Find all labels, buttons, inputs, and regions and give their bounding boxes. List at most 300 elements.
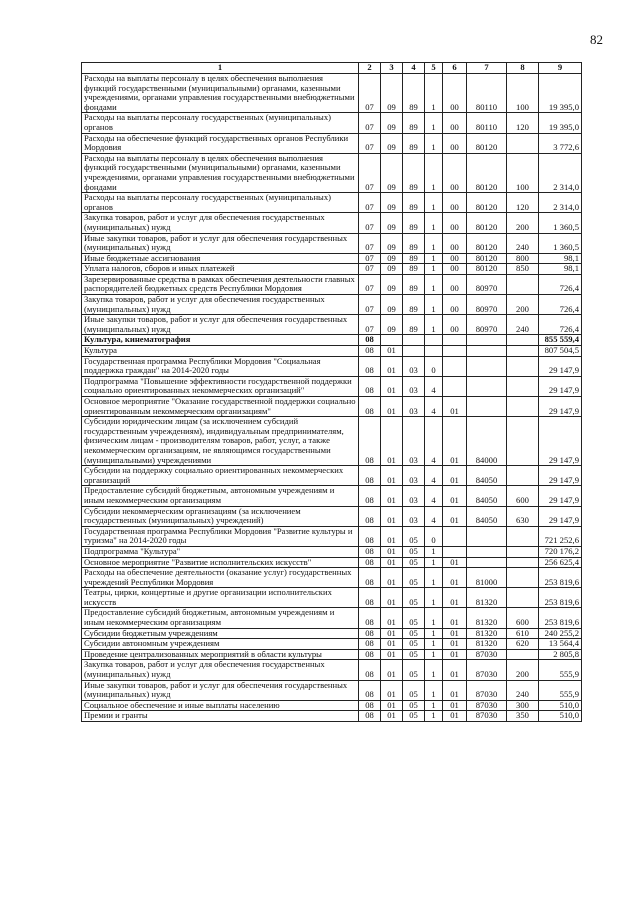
subprogram-code: 4: [425, 506, 443, 526]
amount: 855 559,4: [539, 335, 582, 346]
program-code: 05: [403, 628, 425, 639]
program-code: 89: [403, 274, 425, 294]
activity-code: 00: [443, 264, 467, 275]
activity-code: 00: [443, 133, 467, 153]
subprogram-code: 1: [425, 649, 443, 660]
direction-code: 84050: [467, 486, 507, 506]
column-header: 5: [425, 63, 443, 74]
row-description: Закупка товаров, работ и услуг для обеспечения государственных (муниципальных) нужд: [82, 295, 359, 315]
column-header: 8: [507, 63, 539, 74]
program-code: 89: [403, 74, 425, 113]
activity-code: 01: [443, 466, 467, 486]
row-description: Премии и гранты: [82, 711, 359, 722]
subprogram-code: 1: [425, 74, 443, 113]
row-description: Иные закупки товаров, работ и услуг для обеспечения государственных (муниципальных) нужд: [82, 315, 359, 335]
section-code: 08: [359, 711, 381, 722]
subsection-code: 01: [381, 608, 403, 628]
expense-type-code: [507, 568, 539, 588]
amount: 726,4: [539, 295, 582, 315]
table-row: [82, 628, 582, 639]
program-code: 03: [403, 466, 425, 486]
expense-type-code: 800: [507, 253, 539, 264]
amount: 256 625,4: [539, 557, 582, 568]
section-code: 07: [359, 213, 381, 233]
subprogram-code: 4: [425, 376, 443, 396]
column-header: 7: [467, 63, 507, 74]
amount: 2 314,0: [539, 193, 582, 213]
expense-type-code: 240: [507, 315, 539, 335]
program-code: 05: [403, 700, 425, 711]
subsection-code: [381, 335, 403, 346]
column-header: 1: [82, 63, 359, 74]
amount: 3 772,6: [539, 133, 582, 153]
program-code: 89: [403, 315, 425, 335]
table-row: [82, 417, 582, 466]
table-row: [82, 153, 582, 192]
program-code: 89: [403, 233, 425, 253]
row-description: Культура, кинематография: [82, 335, 359, 346]
table-row: [82, 356, 582, 376]
subprogram-code: 1: [425, 628, 443, 639]
program-code: 89: [403, 264, 425, 275]
table-row: [82, 253, 582, 264]
subprogram-code: 1: [425, 588, 443, 608]
section-code: 08: [359, 557, 381, 568]
subsection-code: 01: [381, 466, 403, 486]
section-code: 08: [359, 506, 381, 526]
activity-code: 01: [443, 588, 467, 608]
direction-code: 80110: [467, 113, 507, 133]
expense-type-code: 620: [507, 639, 539, 650]
amount: 253 819,6: [539, 608, 582, 628]
activity-code: [443, 546, 467, 557]
section-code: 08: [359, 628, 381, 639]
subprogram-code: 1: [425, 153, 443, 192]
direction-code: [467, 557, 507, 568]
expense-type-code: 200: [507, 213, 539, 233]
section-code: 08: [359, 486, 381, 506]
section-code: 07: [359, 274, 381, 294]
table-row: [82, 486, 582, 506]
activity-code: 01: [443, 608, 467, 628]
subprogram-code: 1: [425, 315, 443, 335]
subprogram-code: 1: [425, 660, 443, 680]
row-description: Подпрограмма "Культура": [82, 546, 359, 557]
row-description: Расходы на выплаты персоналу государственных (муниципальных) органов: [82, 113, 359, 133]
row-description: Иные закупки товаров, работ и услуг для обеспечения государственных (муниципальных) нужд: [82, 233, 359, 253]
activity-code: 01: [443, 417, 467, 466]
subsection-code: 01: [381, 417, 403, 466]
table-row: [82, 74, 582, 113]
subsection-code: 09: [381, 74, 403, 113]
amount: 720 176,2: [539, 546, 582, 557]
activity-code: 01: [443, 486, 467, 506]
subsection-code: 09: [381, 274, 403, 294]
program-code: [403, 346, 425, 357]
table-row: [82, 588, 582, 608]
expense-type-code: [507, 274, 539, 294]
row-description: Проведение централизованных мероприятий в области культуры: [82, 649, 359, 660]
expense-type-code: 100: [507, 74, 539, 113]
activity-code: [443, 335, 467, 346]
direction-code: 80120: [467, 133, 507, 153]
row-description: Государственная программа Республики Мордовия "Развитие культуры и туризма" на 2014-2020 годы: [82, 526, 359, 546]
table-row: [82, 680, 582, 700]
activity-code: 00: [443, 113, 467, 133]
subsection-code: 01: [381, 649, 403, 660]
amount: 555,9: [539, 680, 582, 700]
expense-type-code: [507, 466, 539, 486]
row-description: Основное мероприятие "Оказание государственной поддержки социально ориентированным некоммерческим организациям": [82, 397, 359, 417]
subprogram-code: 1: [425, 568, 443, 588]
row-description: Субсидии юридическим лицам (за исключением субсидий государственным учреждениям), индивидуальным предпринимателям, физическим лицам - производителям товаров, работ, услуг, а также некоммерческим организациям, не являющимся государственными (муниципальными) учреждениями: [82, 417, 359, 466]
table-row: [82, 660, 582, 680]
program-code: [403, 335, 425, 346]
header-row: [82, 63, 582, 74]
column-header: 2: [359, 63, 381, 74]
activity-code: [443, 376, 467, 396]
subprogram-code: 1: [425, 133, 443, 153]
table-row: [82, 295, 582, 315]
row-description: Иные бюджетные ассигнования: [82, 253, 359, 264]
table-row: [82, 133, 582, 153]
direction-code: 81320: [467, 628, 507, 639]
table-row: [82, 568, 582, 588]
direction-code: 84050: [467, 466, 507, 486]
subprogram-code: 1: [425, 295, 443, 315]
direction-code: 80970: [467, 315, 507, 335]
section-code: 07: [359, 315, 381, 335]
activity-code: 01: [443, 557, 467, 568]
subsection-code: 01: [381, 506, 403, 526]
direction-code: [467, 335, 507, 346]
direction-code: 81320: [467, 588, 507, 608]
section-code: 07: [359, 295, 381, 315]
subsection-code: 01: [381, 526, 403, 546]
row-description: Культура: [82, 346, 359, 357]
expense-type-code: [507, 417, 539, 466]
page-number: 82: [590, 32, 603, 47]
program-code: 05: [403, 608, 425, 628]
section-code: 07: [359, 133, 381, 153]
amount: 98,1: [539, 264, 582, 275]
row-description: Расходы на обеспечение функций государственных органов Республики Мордовия: [82, 133, 359, 153]
expense-type-code: [507, 546, 539, 557]
row-description: Предоставление субсидий бюджетным, автономным учреждениям и иным некоммерческим организациям: [82, 486, 359, 506]
subsection-code: 01: [381, 628, 403, 639]
activity-code: 01: [443, 506, 467, 526]
section-code: 08: [359, 700, 381, 711]
subsection-code: 01: [381, 546, 403, 557]
section-code: 08: [359, 568, 381, 588]
amount: 726,4: [539, 274, 582, 294]
amount: 98,1: [539, 253, 582, 264]
expense-type-code: 120: [507, 193, 539, 213]
section-code: 08: [359, 466, 381, 486]
expense-type-code: 120: [507, 113, 539, 133]
expense-type-code: 350: [507, 711, 539, 722]
amount: 1 360,5: [539, 213, 582, 233]
column-header: 6: [443, 63, 467, 74]
program-code: 89: [403, 153, 425, 192]
table-row: [82, 274, 582, 294]
amount: 726,4: [539, 315, 582, 335]
table-row: [82, 700, 582, 711]
amount: 510,0: [539, 711, 582, 722]
amount: 19 395,0: [539, 74, 582, 113]
activity-code: 00: [443, 153, 467, 192]
expense-type-code: 850: [507, 264, 539, 275]
direction-code: 80120: [467, 253, 507, 264]
activity-code: 00: [443, 295, 467, 315]
section-code: 08: [359, 546, 381, 557]
activity-code: 01: [443, 628, 467, 639]
activity-code: [443, 346, 467, 357]
table-row: [82, 376, 582, 396]
direction-code: 81320: [467, 608, 507, 628]
activity-code: 01: [443, 700, 467, 711]
section-code: 07: [359, 264, 381, 275]
section-code: 08: [359, 608, 381, 628]
amount: 240 255,2: [539, 628, 582, 639]
subprogram-code: 4: [425, 466, 443, 486]
section-code: 08: [359, 526, 381, 546]
subsection-code: 09: [381, 295, 403, 315]
program-code: 89: [403, 113, 425, 133]
table-row: [82, 193, 582, 213]
program-code: 03: [403, 486, 425, 506]
table-row: [82, 506, 582, 526]
row-description: Подпрограмма "Повышение эффективности государственной поддержки социально ориентированных некоммерческих организаций": [82, 376, 359, 396]
direction-code: 84050: [467, 506, 507, 526]
subsection-code: 09: [381, 153, 403, 192]
subprogram-code: 0: [425, 526, 443, 546]
expense-type-code: 610: [507, 628, 539, 639]
section-code: 07: [359, 153, 381, 192]
program-code: 89: [403, 193, 425, 213]
program-code: 05: [403, 660, 425, 680]
program-code: 89: [403, 213, 425, 233]
expense-type-code: 240: [507, 233, 539, 253]
activity-code: 01: [443, 639, 467, 650]
subprogram-code: 1: [425, 639, 443, 650]
program-code: 03: [403, 506, 425, 526]
direction-code: 80110: [467, 74, 507, 113]
program-code: 05: [403, 546, 425, 557]
activity-code: 01: [443, 397, 467, 417]
direction-code: [467, 526, 507, 546]
row-description: Театры, цирки, концертные и другие организации исполнительских искусств: [82, 588, 359, 608]
amount: 510,0: [539, 700, 582, 711]
amount: 2 314,0: [539, 153, 582, 192]
expense-type-code: 600: [507, 608, 539, 628]
subprogram-code: 1: [425, 274, 443, 294]
direction-code: [467, 346, 507, 357]
subsection-code: 09: [381, 193, 403, 213]
activity-code: 00: [443, 233, 467, 253]
expense-type-code: [507, 557, 539, 568]
subprogram-code: 1: [425, 233, 443, 253]
activity-code: 01: [443, 649, 467, 660]
budget-table: [81, 62, 582, 722]
program-code: 03: [403, 417, 425, 466]
subsection-code: 01: [381, 397, 403, 417]
program-code: 05: [403, 680, 425, 700]
expense-type-code: [507, 335, 539, 346]
subprogram-code: 1: [425, 264, 443, 275]
activity-code: 01: [443, 660, 467, 680]
subprogram-code: 1: [425, 113, 443, 133]
row-description: Закупка товаров, работ и услуг для обеспечения государственных (муниципальных) нужд: [82, 660, 359, 680]
amount: 807 504,5: [539, 346, 582, 357]
row-description: Уплата налогов, сборов и иных платежей: [82, 264, 359, 275]
subprogram-code: [425, 346, 443, 357]
amount: 1 360,5: [539, 233, 582, 253]
activity-code: 00: [443, 193, 467, 213]
subsection-code: 01: [381, 711, 403, 722]
amount: 555,9: [539, 660, 582, 680]
program-code: 05: [403, 588, 425, 608]
subprogram-code: 4: [425, 397, 443, 417]
table-row: [82, 397, 582, 417]
subsection-code: 01: [381, 557, 403, 568]
row-description: Зарезервированные средства в рамках обеспечения деятельности главных распорядителей бюджетных средств Республики Мордовия: [82, 274, 359, 294]
section-code: 08: [359, 335, 381, 346]
row-description: Субсидии автономным учреждениям: [82, 639, 359, 650]
section-code: 08: [359, 356, 381, 376]
amount: 253 819,6: [539, 588, 582, 608]
activity-code: 00: [443, 74, 467, 113]
row-description: Субсидии некоммерческим организациям (за исключением государственных (муниципальных) учреждений): [82, 506, 359, 526]
program-code: 03: [403, 397, 425, 417]
program-code: 89: [403, 295, 425, 315]
subsection-code: 09: [381, 213, 403, 233]
amount: 2 805,8: [539, 649, 582, 660]
subprogram-code: 1: [425, 253, 443, 264]
table-row: [82, 346, 582, 357]
direction-code: 81320: [467, 639, 507, 650]
direction-code: [467, 356, 507, 376]
program-code: 89: [403, 133, 425, 153]
direction-code: 80970: [467, 295, 507, 315]
section-code: 07: [359, 253, 381, 264]
section-code: 07: [359, 74, 381, 113]
row-description: Государственная программа Республики Мордовия "Социальная поддержка граждан" на 2014-2020 годы: [82, 356, 359, 376]
subprogram-code: [425, 335, 443, 346]
table-row: [82, 466, 582, 486]
subsection-code: 01: [381, 486, 403, 506]
expense-type-code: [507, 649, 539, 660]
subprogram-code: 1: [425, 213, 443, 233]
column-header: 4: [403, 63, 425, 74]
subsection-code: 09: [381, 113, 403, 133]
section-code: 07: [359, 233, 381, 253]
expense-type-code: [507, 133, 539, 153]
section-code: 07: [359, 193, 381, 213]
row-description: Расходы на обеспечение деятельности (оказание услуг) государственных учреждений Республики Мордовия: [82, 568, 359, 588]
row-description: Расходы на выплаты персоналу государственных (муниципальных) органов: [82, 193, 359, 213]
expense-type-code: [507, 376, 539, 396]
activity-code: 01: [443, 711, 467, 722]
amount: 29 147,9: [539, 417, 582, 466]
subsection-code: 09: [381, 133, 403, 153]
subprogram-code: 1: [425, 193, 443, 213]
table-row: [82, 233, 582, 253]
program-code: 89: [403, 253, 425, 264]
direction-code: 80120: [467, 153, 507, 192]
expense-type-code: 300: [507, 700, 539, 711]
expense-type-code: 200: [507, 660, 539, 680]
row-description: Закупка товаров, работ и услуг для обеспечения государственных (муниципальных) нужд: [82, 213, 359, 233]
table-row: [82, 315, 582, 335]
section-code: 08: [359, 660, 381, 680]
amount: 721 252,6: [539, 526, 582, 546]
subsection-code: 01: [381, 680, 403, 700]
table-row: [82, 639, 582, 650]
row-description: Предоставление субсидий бюджетным, автономным учреждениям и иным некоммерческим организациям: [82, 608, 359, 628]
column-header: 9: [539, 63, 582, 74]
direction-code: 81000: [467, 568, 507, 588]
direction-code: [467, 546, 507, 557]
direction-code: 87030: [467, 660, 507, 680]
subsection-code: 01: [381, 700, 403, 711]
amount: 253 819,6: [539, 568, 582, 588]
section-code: 08: [359, 376, 381, 396]
activity-code: [443, 526, 467, 546]
amount: 29 147,9: [539, 466, 582, 486]
amount: 29 147,9: [539, 356, 582, 376]
direction-code: 87030: [467, 700, 507, 711]
section-code: 08: [359, 417, 381, 466]
program-code: 03: [403, 356, 425, 376]
activity-code: 01: [443, 568, 467, 588]
amount: 29 147,9: [539, 397, 582, 417]
direction-code: 80120: [467, 193, 507, 213]
row-description: Иные закупки товаров, работ и услуг для обеспечения государственных (муниципальных) нужд: [82, 680, 359, 700]
subsection-code: 09: [381, 315, 403, 335]
table-row: [82, 335, 582, 346]
subprogram-code: 0: [425, 356, 443, 376]
subsection-code: 01: [381, 660, 403, 680]
expense-type-code: 100: [507, 153, 539, 192]
direction-code: 87030: [467, 711, 507, 722]
activity-code: 00: [443, 315, 467, 335]
activity-code: 00: [443, 253, 467, 264]
table-row: [82, 213, 582, 233]
subsection-code: 09: [381, 233, 403, 253]
subprogram-code: 1: [425, 608, 443, 628]
subsection-code: 01: [381, 346, 403, 357]
activity-code: [443, 356, 467, 376]
section-code: 08: [359, 397, 381, 417]
program-code: 05: [403, 526, 425, 546]
subprogram-code: 1: [425, 700, 443, 711]
row-description: Субсидии бюджетным учреждениям: [82, 628, 359, 639]
expense-type-code: [507, 356, 539, 376]
table-row: [82, 113, 582, 133]
subsection-code: 01: [381, 568, 403, 588]
subsection-code: 09: [381, 253, 403, 264]
expense-type-code: 200: [507, 295, 539, 315]
section-code: 08: [359, 588, 381, 608]
program-code: 05: [403, 568, 425, 588]
row-description: Расходы на выплаты персоналу в целях обеспечения выполнения функций государственными (муниципальными) органами, казенными учреждениями, органами управления государственными внебюджетными фондами: [82, 153, 359, 192]
section-code: 07: [359, 113, 381, 133]
program-code: 05: [403, 639, 425, 650]
table-row: [82, 608, 582, 628]
subprogram-code: 1: [425, 557, 443, 568]
activity-code: 01: [443, 680, 467, 700]
